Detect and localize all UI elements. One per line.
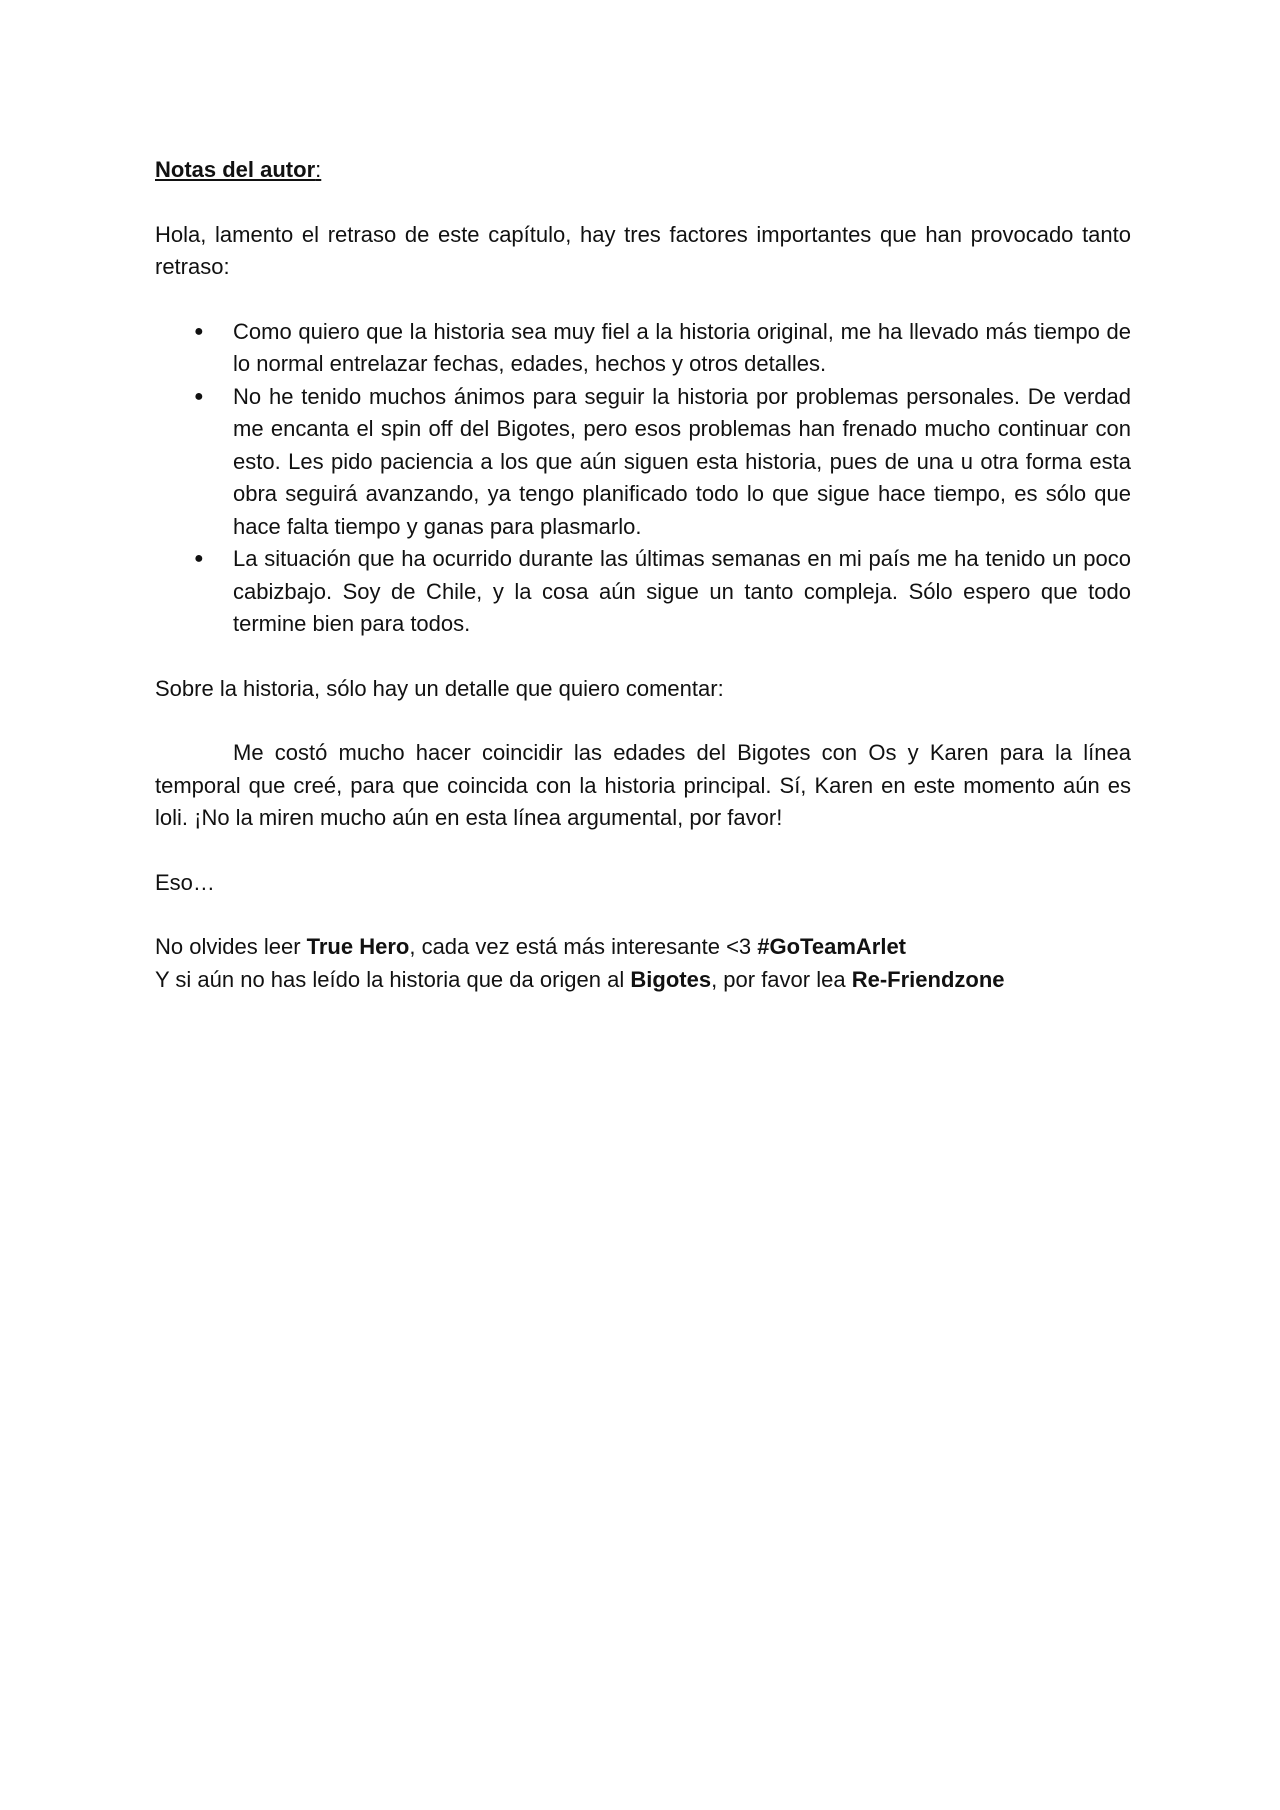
- closing-line-2: [155, 964, 1131, 997]
- list-item-text: Como quiero que la historia sea muy fiel a la historia original, me ha llevado más tiempo de lo normal entrelazar fechas, edades, hechos y otros detalles.: [233, 318, 1131, 376]
- bullet-icon: ●: [194, 387, 204, 405]
- notes-heading: [155, 154, 1131, 187]
- true-hero-title: True Hero: [306, 934, 410, 959]
- hashtag: #GoTeamArlet: [757, 934, 907, 959]
- about-story-paragraph: Sobre la historia, sólo hay un detalle que quiero comentar:: [155, 675, 724, 701]
- reasons-list: [155, 316, 1131, 641]
- closing-text: , cada vez está más interesante <3: [409, 934, 758, 959]
- closing-text: , por favor lea: [711, 966, 852, 992]
- bullet-icon: ●: [194, 550, 204, 567]
- re-friendzone-title: Re-Friendzone: [851, 966, 1005, 992]
- detail-paragraph: Me costó mucho hacer coincidir las edades del Bigotes con Os y Karen para la línea temporal que creé, para que coincida con la historia principal. Sí, Karen en este momento aún es loli. ¡No la miren mucho aún en esta línea argumental, por favor!: [155, 740, 1131, 830]
- closing-text: Y si aún no has leído la historia que da origen al: [155, 966, 631, 992]
- eso-paragraph: Eso…: [155, 869, 215, 895]
- list-item: [155, 543, 1131, 641]
- notes-heading-title: Notas del autor: [155, 157, 316, 182]
- intro-paragraph: Hola, lamento el retraso de este capítulo, hay tres factores importantes que han provocado tanto retraso:: [155, 221, 1131, 279]
- closing-paragraph: [155, 931, 1131, 996]
- list-item-text: No he tenido muchos ánimos para seguir la historia por problemas personales. De verdad me encanta el spin off del Bigotes, pero esos problemas han frenado mucho continuar con esto. Les pido paciencia a los que aún siguen esta historia, pues de una u otra forma esta obra seguirá avanzando, ya tengo planificado todo lo que sigue hace tiempo, es sólo que hace falta tiempo y ganas para plasmarlo.: [233, 383, 1131, 539]
- bullet-icon: ●: [194, 322, 204, 340]
- list-item: [155, 316, 1131, 381]
- list-item-text: La situación que ha ocurrido durante las últimas semanas en mi país me ha tenido un poco cabizbajo. Soy de Chile, y la cosa aún sigue un tanto compleja. Sólo espero que todo termine bien para todos.: [233, 546, 1131, 636]
- closing-text: No olvides leer: [155, 934, 307, 959]
- list-item: [155, 381, 1131, 544]
- notes-heading-colon: :: [315, 157, 322, 182]
- bigotes-title: Bigotes: [630, 966, 712, 992]
- closing-line-1: [155, 931, 1131, 964]
